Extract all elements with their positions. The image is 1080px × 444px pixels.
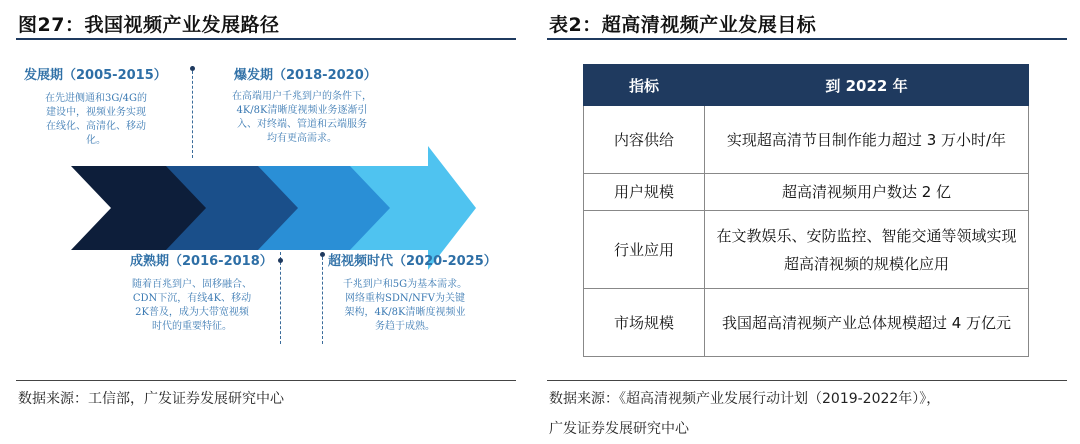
phase-explosion-body: 在高端用户千兆到户的条件下， 4K/8K清晰度视频业务逐渐引 入、对终端、管道和云端服务 均有更高需求。 bbox=[232, 91, 372, 144]
table-row bbox=[584, 211, 1029, 289]
connector-dot bbox=[320, 252, 325, 257]
source-note-left: 数据来源：工信部，广发证券发展研究中心 bbox=[18, 391, 284, 407]
footer-divider-right bbox=[547, 380, 1067, 381]
phase-explosion-title: 爆发期（2018-2020） bbox=[234, 68, 377, 83]
table-header-row bbox=[584, 65, 1029, 106]
table-title: 表2：超高清视频产业发展目标 bbox=[549, 14, 817, 36]
figure-title: 图27：我国视频产业发展路径 bbox=[18, 14, 280, 36]
row-value: 我国超高清视频产业总体规模超过 4 万亿元 bbox=[705, 289, 1029, 357]
header-2022: 到 2022 年 bbox=[705, 65, 1029, 106]
row-value: 实现超高清节目制作能力超过 3 万小时/年 bbox=[705, 106, 1029, 174]
connector-development bbox=[192, 66, 193, 158]
row-value: 在文教娱乐、安防监控、智能交通等领域实现超高清视频的规模化应用 bbox=[705, 211, 1029, 289]
header-indicator: 指标 bbox=[584, 65, 705, 106]
phase-maturity-title: 成熟期（2016-2018） bbox=[130, 254, 273, 269]
phase-development-body: 在先进侧通和3G/4G的 建设中，视频业务实现 在线化、高清化、移动 化。 bbox=[44, 93, 148, 146]
title-divider-right bbox=[547, 38, 1067, 40]
table-row bbox=[584, 174, 1029, 211]
targets-table bbox=[583, 64, 1029, 357]
phase-maturity-body: 随着百兆到户、固移融合、 CDN下沉，有线4K、移动 2K普及，成为大带宽视频 时代的重要特征。 bbox=[132, 279, 252, 332]
row-key: 内容供给 bbox=[584, 106, 705, 174]
phase-development-title: 发展期（2005-2015） bbox=[24, 68, 167, 83]
row-value: 超高清视频用户数达 2 亿 bbox=[705, 174, 1029, 211]
source-note-right-line2: 广发证券发展研究中心 bbox=[549, 421, 689, 437]
row-key: 用户规模 bbox=[584, 174, 705, 211]
video-industry-timeline bbox=[16, 46, 516, 376]
table-row bbox=[584, 289, 1029, 357]
connector-maturity bbox=[280, 252, 281, 344]
row-key: 行业应用 bbox=[584, 211, 705, 289]
phase-super-video-body: 千兆到户和5G为基本需求。 网络重构SDN/NFV为关键 架构，4K/8K清晰度视频业 务趋于成熟。 bbox=[342, 279, 468, 332]
source-note-right-line1: 数据来源：《超高清视频产业发展行动计划（2019-2022年）》， bbox=[549, 391, 941, 407]
footer-divider-left bbox=[16, 380, 516, 381]
connector-dot bbox=[190, 66, 195, 71]
table-row bbox=[584, 106, 1029, 174]
row-key: 市场规模 bbox=[584, 289, 705, 357]
title-divider-left bbox=[16, 38, 516, 40]
connector-dot bbox=[278, 258, 283, 263]
phase-super-video-title: 超视频时代（2020-2025） bbox=[328, 254, 497, 269]
